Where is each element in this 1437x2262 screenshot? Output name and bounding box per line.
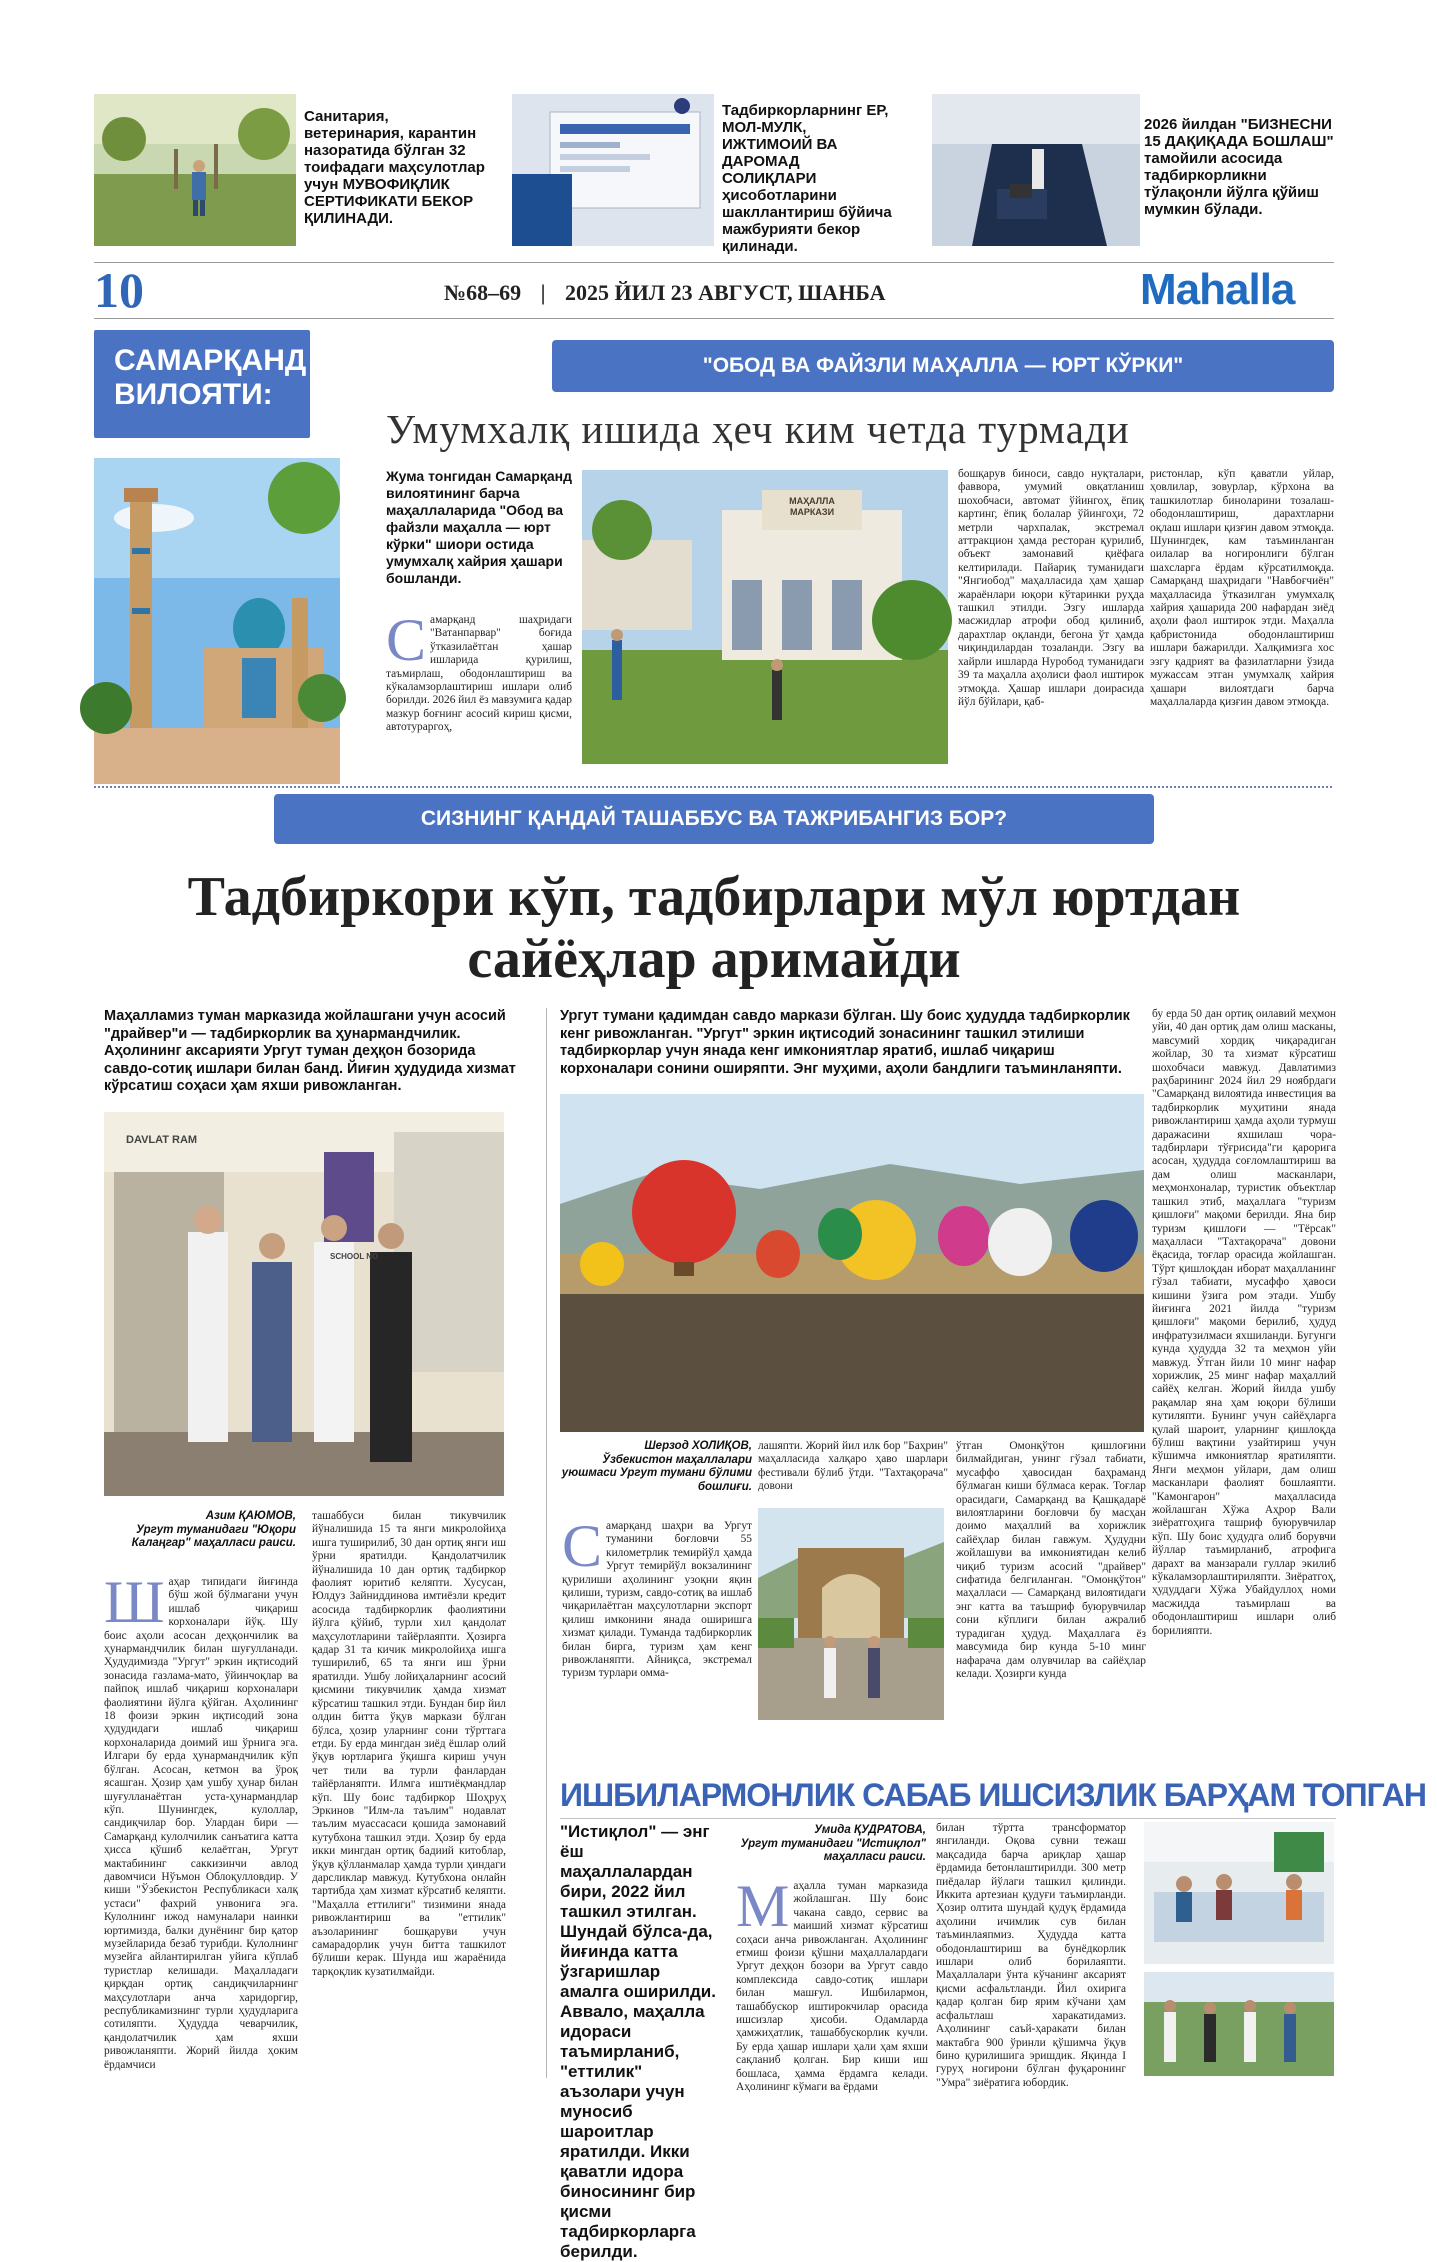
article2-col3 xyxy=(562,1513,752,1802)
mahalla-center-sign: МАҲАЛЛА МАРКАЗИ xyxy=(789,496,835,517)
question-banner: СИЗНИНГ ҚАНДАЙ ТАШАББУС ВА ТАЖРИБАНГИЗ БОР? xyxy=(274,794,1154,844)
teaser-text-1: Санитария, ветеринария, карантин назоратида бўлган 32 тоифадаги маҳсулотлар учун МУВОФИҚЛИК СЕРТИФИКАТИ БЕКОР ҚИЛИНАДИ. xyxy=(304,108,485,227)
article3-photo-meeting xyxy=(1144,1822,1334,1964)
article2-caption2 xyxy=(560,1440,752,1494)
article2-photo-balloons xyxy=(560,1094,1144,1432)
article2-col3-text: амарқанд шаҳри ва Ургут туманини боғловчи 55 километрлик темирйўл ҳамда Ургут темирйўл вокзалининг қурилиши аҳолининг узоқни яқин қилиши, туризм, савдо-сотиқ ва ишлаб чиқарилаётган маҳсулотларни экспорт қилиш имконини янада оширишга хизмат қилади. Туманда тадбиркорлик билан бирга, туризм ҳам кенг ривожланяпти. Айниқса, экстремал туризм турлари омма- xyxy=(562,1520,752,1680)
school-sign-right: SCHOOL NO xyxy=(330,1252,379,1261)
article3-rule xyxy=(560,1818,1336,1819)
article1-dropcap: С xyxy=(386,607,427,673)
caption2-role: Ўзбекистон маҳаллалари уюшмаси Ургут тумани бўлими бошлиғи. xyxy=(561,1453,752,1493)
article3-photo-group xyxy=(1144,1972,1334,2076)
article1-col1 xyxy=(386,607,572,784)
article1-photo-mahalla-center xyxy=(582,470,948,764)
teaser-text-2: Тадбиркорларнинг ЕР, МОЛ-МУЛК, ИЖТИМОИЙ ВА ДАРОМАД СОЛИҚЛАРИ ҳисоботларини шакллантириш бўйича мажбурияти бекор қилинади. xyxy=(722,102,892,255)
article2-lead-right: Ургут тумани қадимдан савдо маркази бўлган. Шу боис ҳудудда тадбиркорлик кенг ривожланган. "Ургут" эркин иқтисодий зонасининг ташкил этилиши тадбиркорлар учун янада кенг имкониятлар яратиб, ишлаб чиқариш корхоналари сонини оширяпти. Энг муҳими, аҳоли бандлиги таъминланяпти. xyxy=(560,1008,1130,1077)
article2-headline-line1: Тадбиркори кўп, тадбирлари мўл юртдан xyxy=(187,866,1241,928)
header-rule-bottom xyxy=(94,318,1334,319)
article2-col1-text: аҳар типидаги йиғинда бўш жой бўлмагани учун ишлаб чиқариш корхоналари йўқ. Шу боис аҳоли асосан деҳқончилик ва ҳунармандчилик билан шуғулланади. Ҳудудимизда "Ургут" эркин иқтисодий зонасида газлама-мато, ўйинчоқлар ва пайпоқ ишлаб чиқариш корхоналари фаолиятини йўлга қўйган. Аҳолининг 18 фоизи эркин иқтисодий зона ҳудудидаги ишлаб чиқариш корхоналарида доимий иш ўрнига эга. Илгари бу ерда ҳунармандчилик кўп бўлган. Асосан, кетмон ва ўроқ ясашган. Ҳозир ҳам ушбу ҳунар билан шуғулланаётган уста-ҳунармандлар кўп. Шунингдек, кулоллар, сандиқчилар бор. Улардан бири — Самарқанд кулолчилик санъатига катта ҳисса қўшиб келаётган, Ургут мактабининг саккизинчи авлод давомчиси Нўъмон Облоқулловдир. У киши "Ўзбекистон Республикаси халқ устаси" фахрий унвонига эга. Кулолнинг ижод намуналари наинки юртимизда, балки дунёнинг бир қатор музейларида безаб турибди. Кулолнинг музейга айлантирилган уйига кўплаб туристлар келишади. Маҳалладаги қирқдан ортиқ сандиқчиларнинг маҳсулотлари анча харидоргир, республикамизнинг турли ҳудудларига сотиляпти. Ҳудудда чеварчилик, қандолатчилик ҳам яхши ривожланяпти. Жорий йилда ҳоким ёрдамчиси xyxy=(104,1576,298,2071)
caption1-role: Ургут туманидаги "Юқори Калаңгар" маҳалласи раиси. xyxy=(131,1523,296,1549)
teaser-photo-laptop xyxy=(512,94,714,246)
caption1-name: Азим ҚАЮМОВ, xyxy=(205,1510,296,1522)
article3-lead: "Истиқлол" — энг ёш маҳаллалардан бири, 2022 йил ташкил этилган. Шундай бўлса-да, йиғинда катта ўзгаришлар амалга оширилди. Аввало, маҳалла идораси таъмирланиб, "еттилик" аъзолари учун муносиб шароитлар яратилди. Икки қаватли идора биносининг бир қисми тадбиркорларга берилди. xyxy=(560,1822,716,2261)
caption2-name: Шерзод ХОЛИҚОВ, xyxy=(644,1440,752,1452)
teaser-photo-farmer xyxy=(94,94,296,246)
page-number: 10 xyxy=(94,262,144,318)
issue-separator: | xyxy=(540,280,546,305)
article1-lead: Жума тонгидан Самарқанд вилоятининг барча маҳаллаларида "Обод ва файзли маҳалла — юрт кўрки" шиори остида умумхалқ хайрия ҳашари бошланди. xyxy=(386,468,572,586)
article2-dropcap1: Ш xyxy=(104,1569,165,1635)
article2-vertical-rule xyxy=(546,1008,547,2078)
article3-dropcap: М xyxy=(736,1873,790,1939)
article1-photo-registan xyxy=(94,458,340,784)
article1-col3: ристонлар, кўп қаватли уйлар, ҳовлилар, зовурлар, кўрхона ва ташкилотлар биноларини тозалаш-ободонлаштириш, дарахтларни оқлаш ишлари қизғин давом этмоқда. Шунингдек, кам таъминланган оилалар ва ногиронлиги бўлган шахсларга ёрдам кўрсатилмоқда. Самарқанд шаҳридаги "Навбоғчиён" маҳалласида ўтказилган умумхалқ хайрия ҳашарида 200 нафардан зиёд аҳоли фаол иштирок этди. Маҳалла қабристонида ободонлаштириш ишлари бажарилди. Халқимизга хос эзгу қадрият ва фазилатларни ўзида мужассам этган умумхалқ хайрия ҳашари вилоятдаги барча маҳаллаларда қизғин давом этмоқда. xyxy=(1150,468,1334,708)
article3-headline: ИШБИЛАРМОНЛИК САБАБ ИШСИЗЛИК БАРҲАМ ТОПГАН xyxy=(560,1777,1426,1813)
header-rule-top xyxy=(94,262,1334,263)
article2-col4: лашяпти. Жорий йил илк бор "Баҳрин" маҳалласида халқаро ҳаво шарлари фестивали бўлиб ўтди. "Тахтақорача" довони xyxy=(758,1440,948,1493)
article1-col1-text: амарқанд шаҳридаги "Ватанпарвар" боғида ўтказилаётган ҳашар ишларида қурилиш, таъмирлаш, ободонлаштириш ва кўкаламзорлаштириш ишлари олиб борилди. 2026 йил ёз мавзумига қадар мазкур боғнинг асосий кириш қисми, автотураргоҳ, xyxy=(386,614,572,734)
article2-dropcap2: С xyxy=(562,1513,603,1579)
article2-headline xyxy=(94,866,1334,990)
article3-col1-text: аҳалла туман марказида жойлашган. Шу боис чакана савдо, сервис ва маиший хизмат кўрсатиш соҳаси анча ривожланган. Аҳолининг етмиш фоизи қўшни маҳаллалардаги Ургут деҳқон бозори ва Ургут савдо комплексида савдо-сотиқ ишлари билан машғул. Ишбилармон, ташаббускор иштирокчилар орасида ишсизлар ҳисоби. Одамларда ҳамжиҳатлик, ташаббускорлик кучли. Бу ерда ҳашар ишлари ҳали ҳам яхши сақланиб қолган. Бир киши иш бошласа, ҳамма ёрдамга келади. Аҳолининг кўмаги ва ёрдами xyxy=(736,1880,928,2094)
teaser-text-3: 2026 йилдан "БИЗНЕСНИ 15 ДАҚИҚАДА БОШЛАШ" тамойили асосида тадбиркорликни тўлақонли йўлга қўйиш мумкин бўлади. xyxy=(1144,116,1334,218)
region-banner xyxy=(94,330,310,438)
article1-col2: бошқарув биноси, савдо нуқталари, фаввора, умумий овқатланиш шохобчаси, автомат ўйингоҳ, ёпиқ картинг, ёпиқ болалар ўйингоҳи, 72 метрли чархпалак, экстремал аттракцион ҳамда ресторан қурилиб, объект замонавий қиёфага келтирилади. Пайариқ туманидаги "Янгиобод" маҳалласида ҳам ҳашар жараёнлари юқори кўтаринки руҳда ташкил этилди. Эзгу ишларда масжидлар атрофи обод қилиниб, дарахтлар оқланди, бегона ўт ҳамда чиқиндилардан тозаланди. Эзгу ва хайрли ишларда Нуробод туманидаги 39 та маҳалла аҳолиси фаол иштирок этмоқда. Ҳашар ишлари доирасида йўл бўйлари, қаб- xyxy=(958,468,1144,708)
issue-number: №68–69 xyxy=(444,280,522,305)
article3-caption-name: Умида ҚУДРАТОВА, xyxy=(814,1824,926,1836)
region-label: САМАРҚАНД ВИЛОЯТИ: xyxy=(114,344,307,411)
mahalla-logo: Mahalla xyxy=(1140,265,1295,314)
school-sign-left: DAVLAT RAM xyxy=(126,1134,198,1146)
article3-caption xyxy=(720,1824,926,1865)
article3-col1 xyxy=(736,1873,928,2094)
article1-headline: Умумхалқ ишида ҳеч ким четда турмади xyxy=(386,406,1130,452)
article2-caption1 xyxy=(104,1510,296,1551)
article3-col2: билан тўртта трансформатор янгиланди. Оқова сувни тежаш мақсадида барча ариқлар ҳашар ёрдамида бетонлаштирилди. 300 метр пиёдалар йўлаги ташкил қилинди. Иккита артезиан қудуғи таъмирланди. Ҳозир олтита шундай қудуқ ёрдамида аҳолини ичимлик сув билан таъминлаяпмиз. Ҳудудда катта ободонлаштириш ва бунёдкорлик ишлари олиб борилаяпти. Маҳаллалари ўнта кўчанинг аксарият қисми асфальтланди. Йил охирига қадар қолган бир ярим кўчани ҳам асфальтлаш харакатидамиз. Аҳолининг саъй-ҳаракати билан мактабга 900 ўринли қўшимча ўқув бино қурилишига эришдик. Яқинда I гуруҳ ногирони бўлган фуқаронинг "Умра" зиёратига юбордик. xyxy=(936,1822,1126,2089)
issue-date: 2025 ЙИЛ 23 АВГУСТ, ШАНБА xyxy=(564,280,886,305)
teaser-photo-businessman xyxy=(932,94,1140,246)
article1-divider xyxy=(94,786,1334,788)
campaign-banner: "ОБОД ВА ФАЙЗЛИ МАҲАЛЛА — ЮРТ КЎРКИ" xyxy=(552,340,1334,392)
article2-col5: ўтган Омонқўтон қишлоғини билмайдиган, унинг гўзал табиати, мусаффо ҳавосидан баҳраманд бўлмаган киши бўлмаса керак. Тоғлар орасидаги, Самарқанд ва Қашқадарё вилоятларини боғловчи бу масҳан доимо маҳаллий ва хорижлик сайёҳлар билан гавжум. Ҳудудни жойлашуви ва имкониятидан келиб чиқиб туризм асосий "драйвер" сифатида белгиланган. "Омонқўтон" маҳалласи — Самарқанд вилоятидаги энг катта ва таъшриф буюрувчилар сони кўплиги билан ажралиб турадиган ҳудуд. Маҳаллага ёз мавсумида бир кунда 5-10 минг нафарача дам олувчилар ва сайёҳлар келади. Ҳозирги кунда xyxy=(956,1440,1146,1680)
article2-col2: ташаббуси билан тикувчилик йўналишида 15 та янги микролойиҳа ишга туширилиб, 30 дан ортиқ янги иш ўрни яратилди. Қандолатчилик йўналишида 10 дан ортиқ тадбиркор фаолият юритиб келяпти. Хусусан, Юлдуз Зайниддинова имтиёзли кредит асосида тадбиркорлик фаолиятини йўлга қўйиб, турли хил қандолат маҳсулотларини тайёрлаяпти. Ҳозирга қадар 31 та кичик микролойиҳа ишга туширилиб, 65 та янги иш ўрни яратилди. Ушбу лойиҳаларнинг асосий қисмини тикувчилик ҳамда хизмат кўрсатиш ташкил этди. Бундан бир йил олдин битта ўқув маркази бўлган бўлса, ҳозир уларнинг сони тўрттага етди. Бу ерда мингдан зиёд ёшлар олий ўқув юртларига ўқишга кириш учун чет тили ва турли фанлардан тайёрланяпти. Илмга иштиёқмандлар кўп. Шу боис тадбиркор Шоҳруҳ Эркинов "Илм-ла таълим" нодавлат таълим муассасаси қошида замонавий кутубхона ташкил этди. Ҳозир бу ерда икки мингдан ортиқ бадиий китоблар, ўқув қўлланмалар ҳамда турли ҳиндаги дарсликлар мавжуд. Кутубхона онлайн тартибда ҳам хизмат кўрсатиб келяпти. "Маҳалла еттилиги" тизимини янада ривожлантириш ва "еттилик" аъзоларининг бошқаруви учун самарадорлик учун битта ташкилот бўлиши керак. Шунда иш жараёнида тарқоқлик кузатилмайди. xyxy=(312,1510,506,1978)
article2-col6: бу ерда 50 дан ортиқ оилавий меҳмон уйи, 40 дан ортиқ дам олиш масканы, мавсумий хордиқ чиқарадиган жойлар, 30 та хизмат кўрсатиш шохобчаси мавжуд. Давлатимиз раҳбарининг 2024 йил 29 ноябрдаги "Самарқанд вилоятида инвестиция ва тадбиркорлик муҳитини янада ривожлантириш ҳамда аҳоли турмуш даражасини яхшилаш чора-тадбирлари тўғрисида"ги қарорига асосан, ҳудудда соғломлаштириш ва дам олиш масканлари, меҳмонхоналар, туристик объектлар ташкил этиб, маҳаллага "туризм қишлоғи" мақоми берилди. Яна бир туризм қишлоғи — "Тёрсак" маҳалласи "Тахтақорача" довони ёқасида, тоғлар орасида жойлашган. Тўрт қишлоқдан иборат маҳалланинг гўзал табиати, мусаффо ҳавоси кишини ўзига ром этади. Ушбу йиғинга 2021 йилда "туризм қишлоғи" мақоми берилиб, ҳудуд инфратузилмаси яхшиланди. Бугунги кунда ҳудудда 32 та меҳмон уйи мавжуд. Ўтган йили 10 минг нафар хорижлик, 25 минг нафар маҳаллий сайёҳ келган. Жорий йилда ушбу рақамлар яна ҳам юқори бўлиши кутиляпти. Бунинг учун сайёҳларга қулай шароит, уларнинг қишлоқда бўлиш вақтини узайтириш учун кўшимча имкониятлар яратиляпти. Янги меҳмон уйлари, дам олиш масканлари фаолият бошлаяпти. "Камонгарон" маҳалласида жойлашган Хўжа Аҳрор Вали зиёратгоҳига ташриф буюрувчилар кўп. Шу боис ҳудудга олиб борувчи йўллар таъмирланиб, атрофига дарахт ва манзарали гуллар экилиб кўкаламзорлаштириляпти. Зиёратгоҳ, ҳудуддаги Хўжа Убайдуллоҳ номи масжидда таъмирлаш ва ободонлаштириш ишлари олиб борилияпти. xyxy=(1152,1008,1336,1637)
article2-headline-line2: сайёҳлар аримайди xyxy=(467,928,961,990)
issue-line xyxy=(444,280,885,306)
article2-photo-men xyxy=(104,1112,504,1496)
article2-col1 xyxy=(104,1569,298,2076)
article2-photo-gate xyxy=(758,1508,944,1720)
article2-lead-left: Маҳалламиз туман марказида жойлашгани учун асосий "драйвер"и — тадбиркорлик ва ҳунармандчилик. Аҳолининг аксарияти Ургут туман деҳқон бозорида савдо-сотиқ ишлари билан банд. Йиғин ҳудудида хизмат кўрсатиш соҳаси ҳам яхши ривожланган. xyxy=(104,1008,516,1094)
article3-caption-role: Ургут туманидаги "Истиқлол" маҳалласи раиси. xyxy=(740,1837,926,1863)
